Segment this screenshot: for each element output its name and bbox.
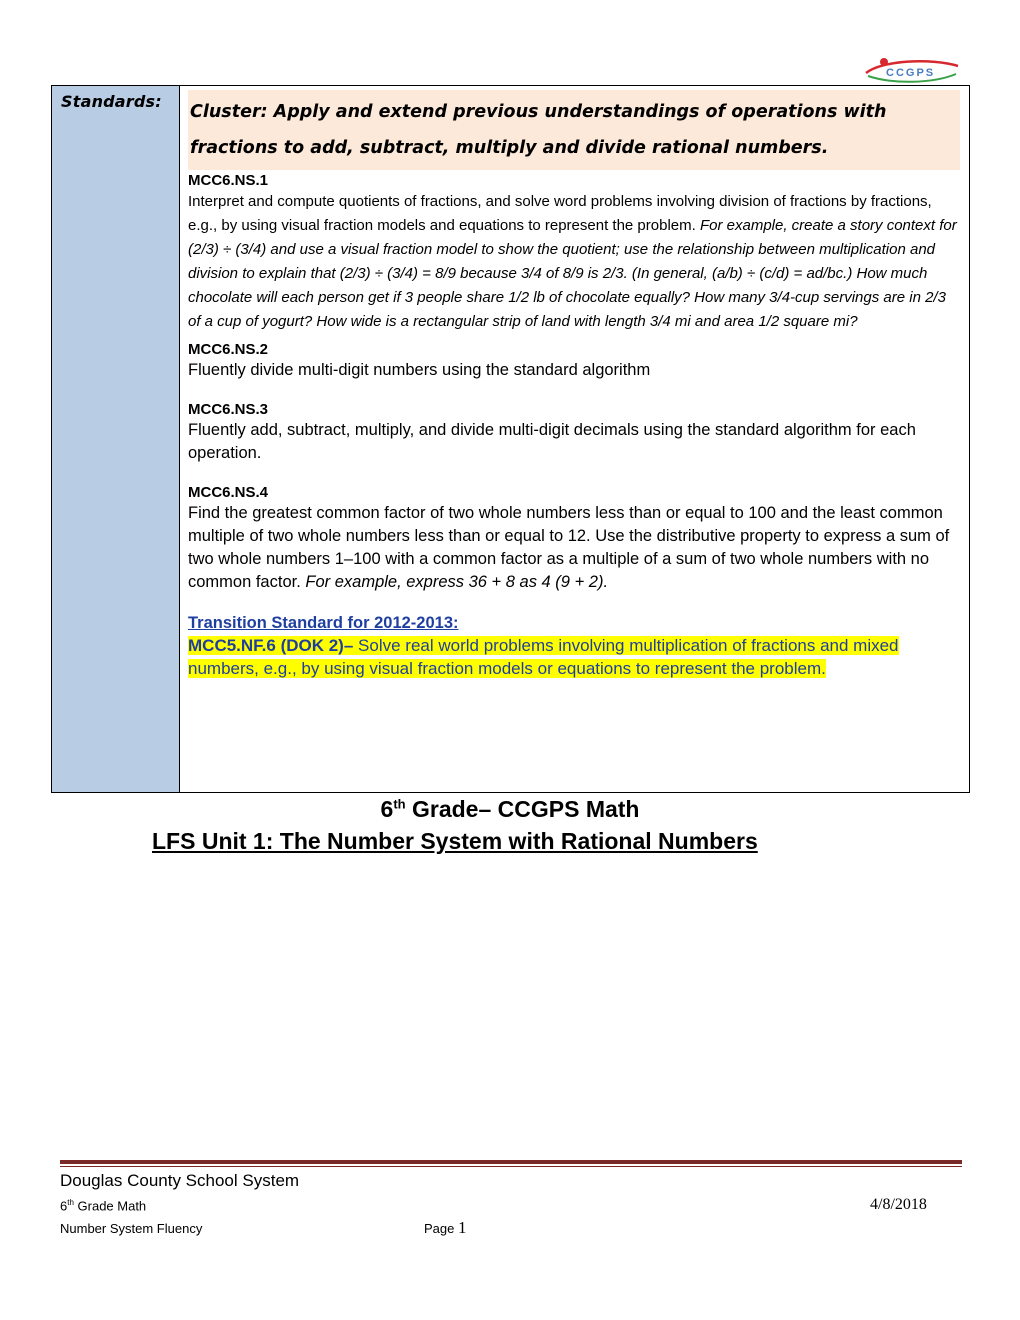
standard-text [188, 190, 961, 334]
standards-content [180, 86, 969, 792]
transition-code: MCC5.NF.6 (DOK 2)– [188, 636, 354, 655]
footer-page-number: 1 [457, 1218, 467, 1237]
standard-body: Find the greatest common factor of two whole numbers less than or equal to 100 and the least common multiple of two whole numbers less than or equal to 12. Use the distributive property to express a sum of two whole numbers 1–100 with a common factor as a multiple of a sum of two whole numbers with no common factor. [188, 504, 950, 591]
footer-course-title: Grade Math [73, 1198, 147, 1214]
footer-divider-thin [60, 1166, 962, 1167]
standard-text [188, 502, 961, 594]
footer-course-number: 6 [60, 1198, 68, 1214]
ccgps-logo [862, 56, 962, 86]
standards-label-cell [52, 86, 180, 792]
transition-heading: Transition Standard for 2012-2013: [188, 614, 459, 632]
unit-title: LFS Unit 1: The Number System with Rational Numbers [152, 828, 758, 854]
footer-page-label: Page [424, 1221, 458, 1236]
standard-example: For example, express 36 + 8 as 4 (9 + 2). [305, 573, 609, 591]
footer-divider [60, 1160, 962, 1164]
standard-code: MCC6.NS.1 [188, 172, 269, 189]
logo-text: CCGPS [886, 67, 936, 79]
footer-course-suffix: th [67, 1198, 74, 1207]
standard-example: For example, create a story context for (2/3) ÷ (3/4) and use a visual fraction model to show the quotient; use the relationship between multiplication and division to explain that (2/3) ÷ (3/4) = 8/9 because 3/4 of 8/9 is 2/3. (In general, (a/b) ÷ (c/d) = ad/bc.) How much chocolate will each person get if 3 people share 1/2 lb of chocolate equally? How many 3/4-cup servings are in 2/3 of a cup of yogurt? How wide is a rectangular strip of land with length 3/4 mi and area 1/2 square mi? [188, 217, 957, 330]
grade-number: 6 [380, 796, 394, 822]
grade-title: Grade– CCGPS Math [405, 796, 640, 822]
standards-label: Standards: [61, 92, 162, 111]
transition-description: Solve real world problems involving multiplication of fractions and mixed numbers, e.g., by using visual fraction models or equations to represent the problem. [188, 636, 899, 678]
footer-page [424, 1218, 466, 1238]
footer-unit-name: Number System Fluency [60, 1221, 203, 1236]
standards-table [51, 85, 970, 793]
standard-text: Fluently divide multi-digit numbers using the standard algorithm [188, 361, 651, 379]
cluster-heading: Cluster: Apply and extend previous understandings of operations with fractions to add, subtract, multiply and divide rational numbers. [188, 90, 960, 170]
footer-course [60, 1198, 146, 1213]
standard-code: MCC6.NS.4 [188, 484, 269, 501]
page-title [0, 796, 1020, 823]
footer-date: 4/8/2018 [870, 1196, 927, 1213]
footer-district: Douglas County School System [60, 1171, 300, 1190]
standard-text: Fluently add, subtract, multiply, and divide multi-digit decimals using the standard algorithm for each operation. [188, 421, 916, 462]
standard-code: MCC6.NS.3 [188, 401, 269, 418]
logo-apple [880, 58, 888, 66]
standard-code: MCC6.NS.2 [188, 341, 269, 358]
grade-suffix: th [393, 796, 406, 812]
standard-body: Interpret and compute quotients of fractions, and solve word problems involving division of fractions by fractions, e.g., by using visual fraction models and equations to represent the problem. [188, 193, 932, 234]
transition-text [188, 634, 961, 680]
